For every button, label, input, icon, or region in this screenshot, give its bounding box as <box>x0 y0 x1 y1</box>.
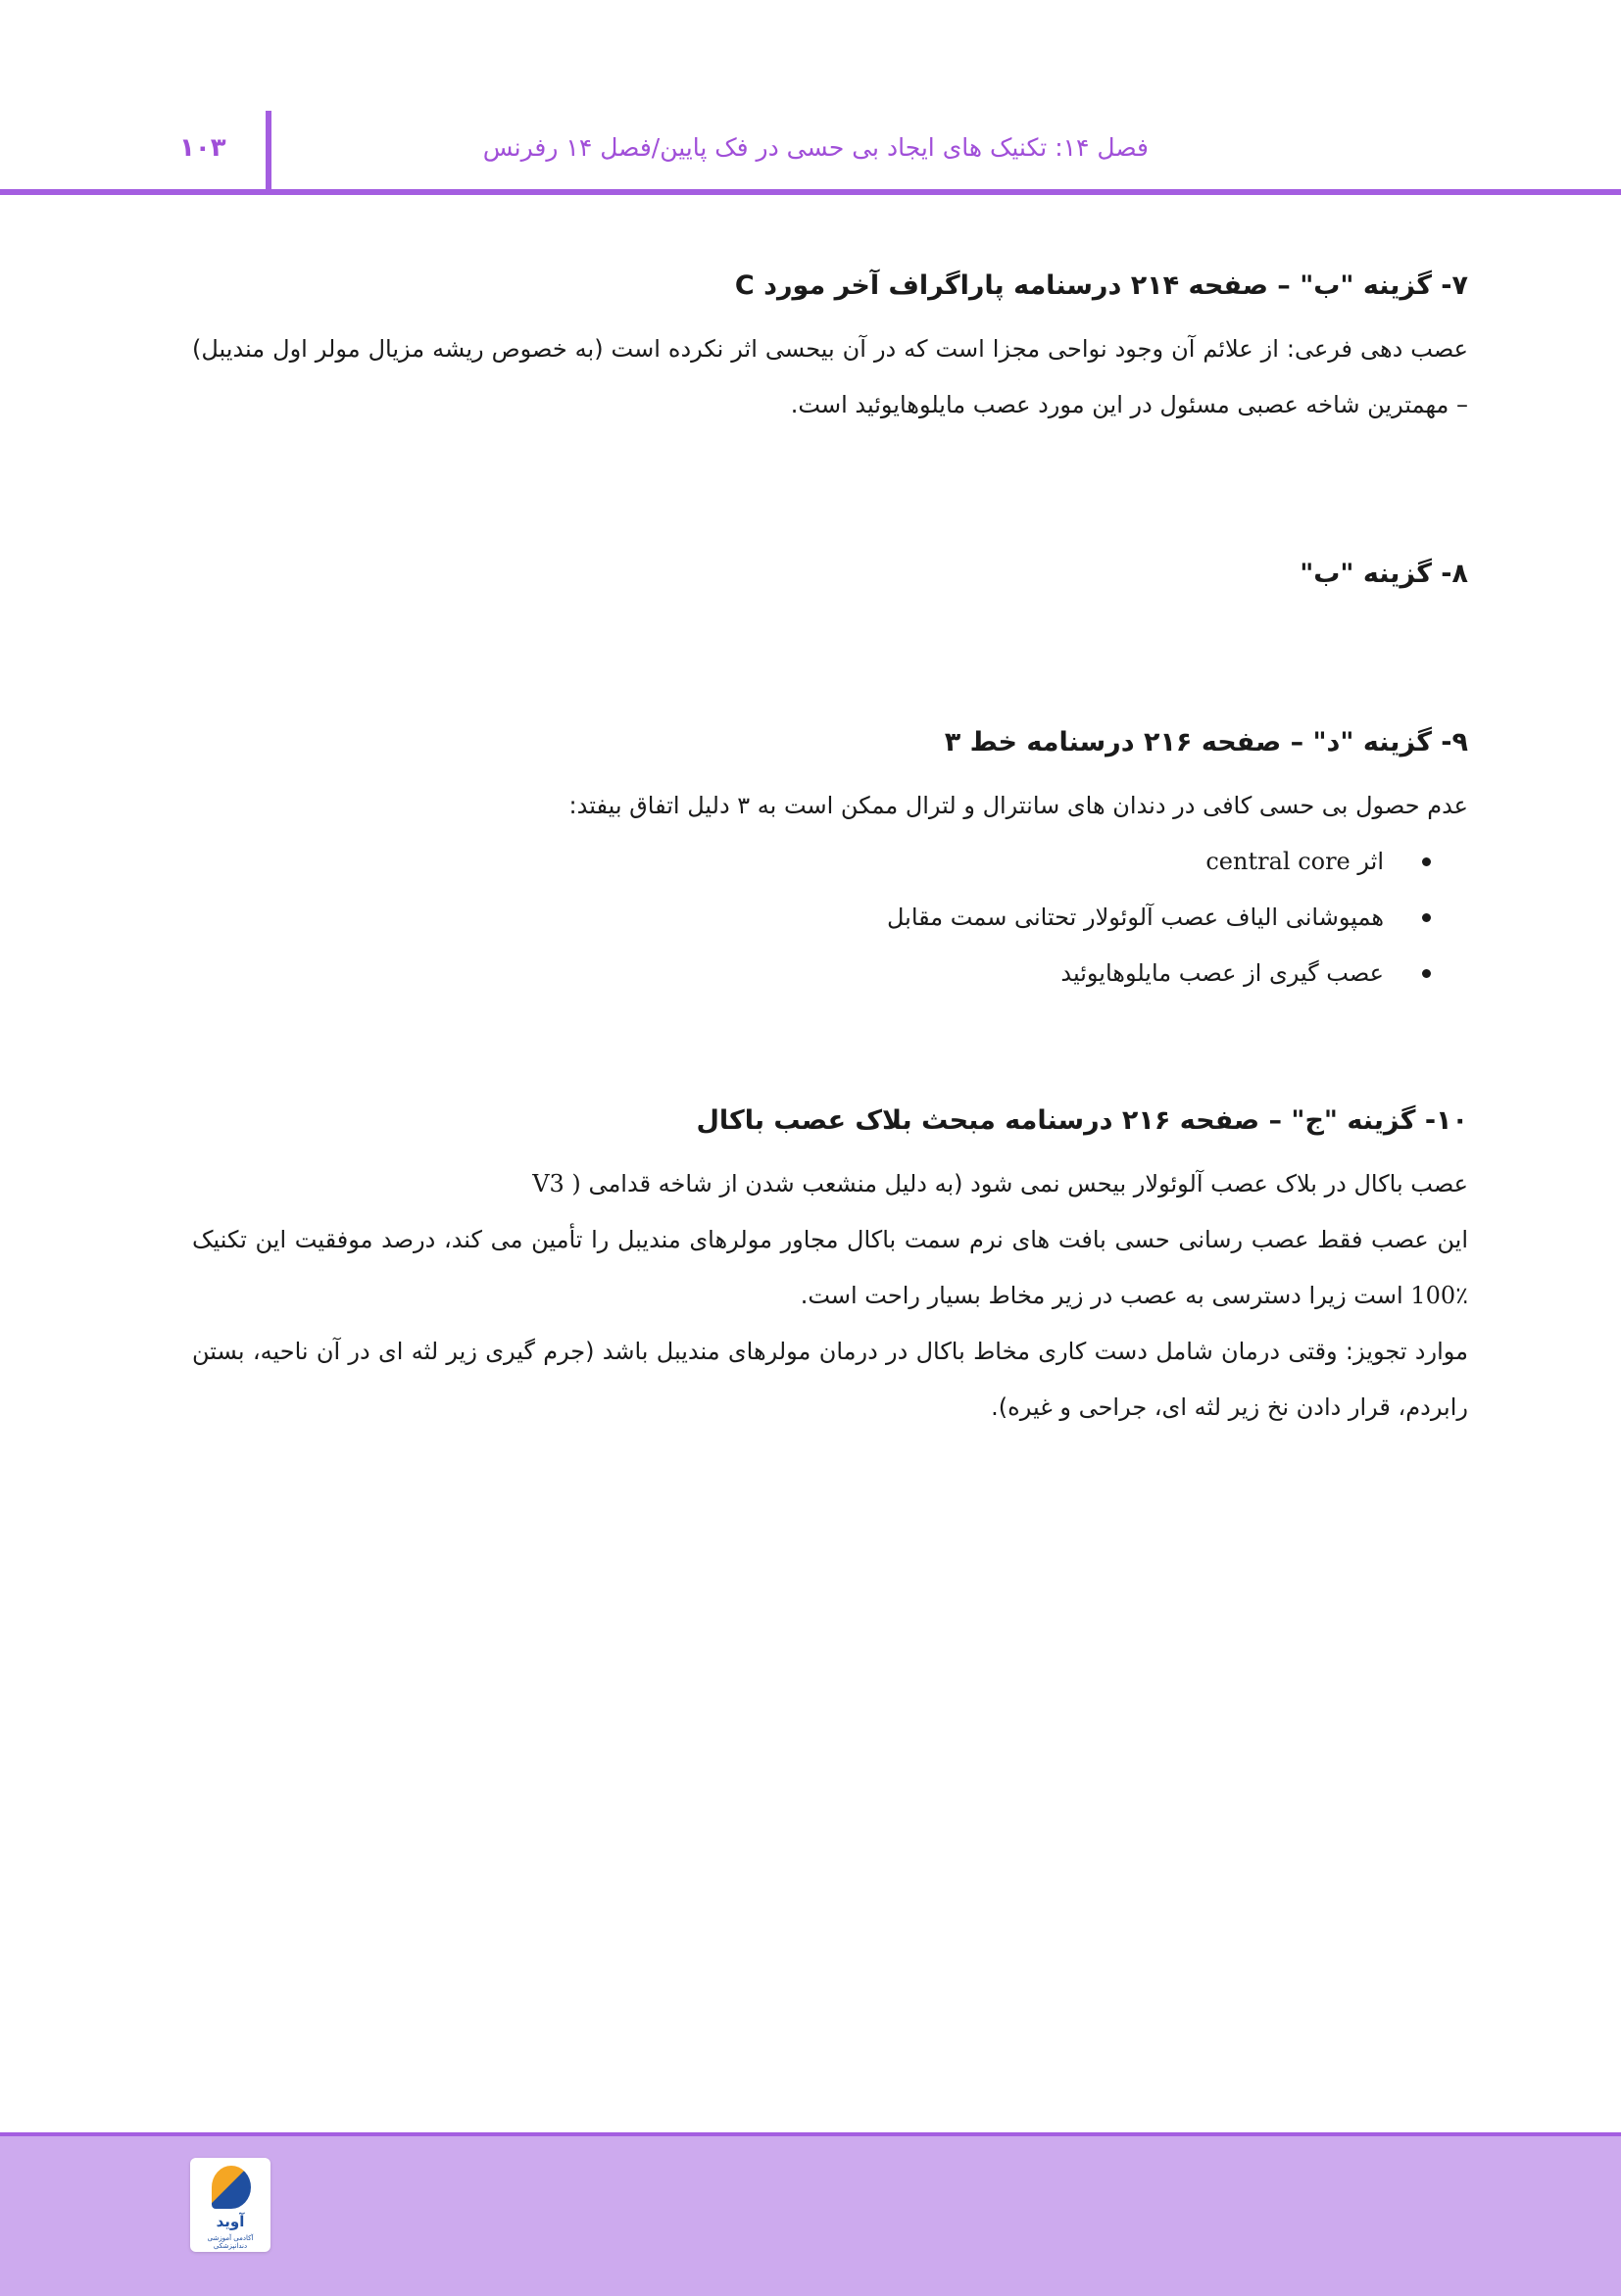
paragraph-text: این عصب فقط عصب رسانی حسی بافت های نرم سمت باکال مجاور مولرهای مندیبل را تأمین می کند، درصد موفقیت این تکنیک <box>192 1226 1468 1253</box>
answer-10-paragraph-3: موارد تجویز: وقتی درمان شامل دست کاری مخاط باکال در درمان مولرهای مندیبل باشد (جرم گیری زیر لثه ای در آن ناحیه، بستن رابردم، قرار دادن نخ زیر لثه ای، جراحی و غیره). <box>192 1338 1468 1421</box>
header-divider <box>266 111 271 191</box>
logo-mark-icon <box>212 2166 251 2209</box>
logo-subtext: آکادمی آموزشی دندانپزشکی <box>207 2234 254 2250</box>
list-item-text: اثر <box>1357 848 1384 875</box>
list-item <box>192 946 1431 1001</box>
answer-10-title: ۱۰- گزینه "ج" – صفحه ۲۱۶ درسنامه مبحث بلاک عصب باکال <box>696 1105 1468 1136</box>
header-rule <box>0 189 1621 195</box>
answer-7-title: ۷- گزینه "ب" – صفحه ۲۱۴ درسنامه پاراگراف آخر مورد C <box>734 270 1468 301</box>
list-item <box>192 834 1431 890</box>
answer-10 <box>192 1099 1468 1436</box>
page-content <box>192 265 1468 1436</box>
paragraph-text: عصب باکال در بلاک عصب آلوئولار بیحس نمی شود (به دلیل منشعب شدن از شاخه قدامی <box>588 1170 1468 1197</box>
logo-text: آوید <box>216 2213 245 2230</box>
answer-9-title: ۹- گزینه "د" – صفحه ۲۱۶ درسنامه خط ۳ <box>944 727 1468 757</box>
answer-9-intro: عدم حصول بی حسی کافی در دندان های سانترال و لترال ممکن است به ۳ دلیل اتفاق بیفتد: <box>568 792 1468 819</box>
list-item-text: همپوشانی الیاف عصب آلوئولار تحتانی سمت مقابل <box>886 904 1384 931</box>
bullet-icon <box>1422 913 1431 922</box>
list-item-latin: central core <box>1205 848 1351 875</box>
list-item <box>192 890 1431 946</box>
answer-8-title: ۸- گزینه "ب" <box>1300 559 1468 589</box>
answer-9 <box>192 721 1468 1001</box>
answer-10-paragraph-2 <box>192 1212 1468 1324</box>
bullet-icon <box>1422 969 1431 978</box>
chapter-title: فصل ۱۴: تکنیک های ایجاد بی حسی در فک پایین/فصل ۱۴ رفرنس <box>482 133 1149 162</box>
answer-10-paragraph-1 <box>192 1156 1468 1212</box>
page-number: ۱۰۳ <box>179 133 226 163</box>
avid-logo <box>190 2158 270 2252</box>
paragraph-latin: 100٪ <box>1410 1282 1468 1309</box>
answer-7-paragraph: عصب دهی فرعی: از علائم آن وجود نواحی مجزا است که در آن بیحسی اثر نکرده است (به خصوص ریشه مزیال مولر اول مندیبل) – مهمترین شاخه عصبی مسئول در این مورد عصب مایلوهایوئید است. <box>192 335 1468 418</box>
answer-8 <box>192 553 1468 596</box>
answer-7 <box>192 265 1468 433</box>
list-item-text: عصب گیری از عصب مایلوهایوئید <box>1060 959 1384 987</box>
bullet-icon <box>1422 857 1431 866</box>
page-header <box>0 0 1621 196</box>
paragraph-text: است زیرا دسترسی به عصب در زیر مخاط بسیار راحت است. <box>800 1282 1403 1309</box>
answer-9-list <box>192 834 1468 1001</box>
paragraph-latin: V3 ) <box>532 1170 581 1197</box>
